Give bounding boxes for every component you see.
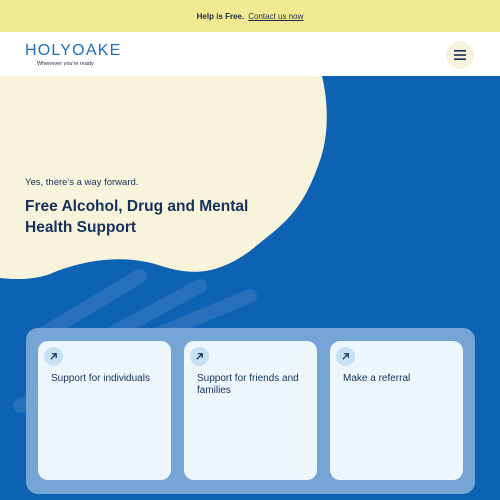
arrow-up-right-icon xyxy=(336,347,355,366)
arrow-up-right-icon xyxy=(190,347,209,366)
card-label: Support for individuals xyxy=(51,373,150,384)
hero-headline: Free Alcohol, Drug and Mental Health Support xyxy=(25,198,249,236)
logo-wordmark: HOLYOAKE xyxy=(25,42,122,59)
hamburger-menu-icon xyxy=(454,50,466,60)
hero-content xyxy=(25,177,285,238)
contact-us-link[interactable]: Contact us now xyxy=(248,11,304,21)
logo-tagline: Whenever you're ready xyxy=(37,61,94,67)
card-label: Make a referral xyxy=(343,373,411,384)
arrow-up-right-icon xyxy=(44,347,63,366)
logo[interactable] xyxy=(25,43,121,67)
card-make-referral[interactable] xyxy=(330,341,463,480)
card-support-friends-families[interactable] xyxy=(184,341,317,480)
hero-eyebrow: Yes, there's a way forward. xyxy=(25,177,139,188)
announcement-bar xyxy=(0,0,500,32)
site-header xyxy=(0,32,500,76)
card-support-individuals[interactable] xyxy=(38,341,171,480)
help-text: Help is Free. xyxy=(196,11,245,21)
menu-button[interactable] xyxy=(446,41,474,69)
card-label: Support for friends and families xyxy=(197,373,299,396)
